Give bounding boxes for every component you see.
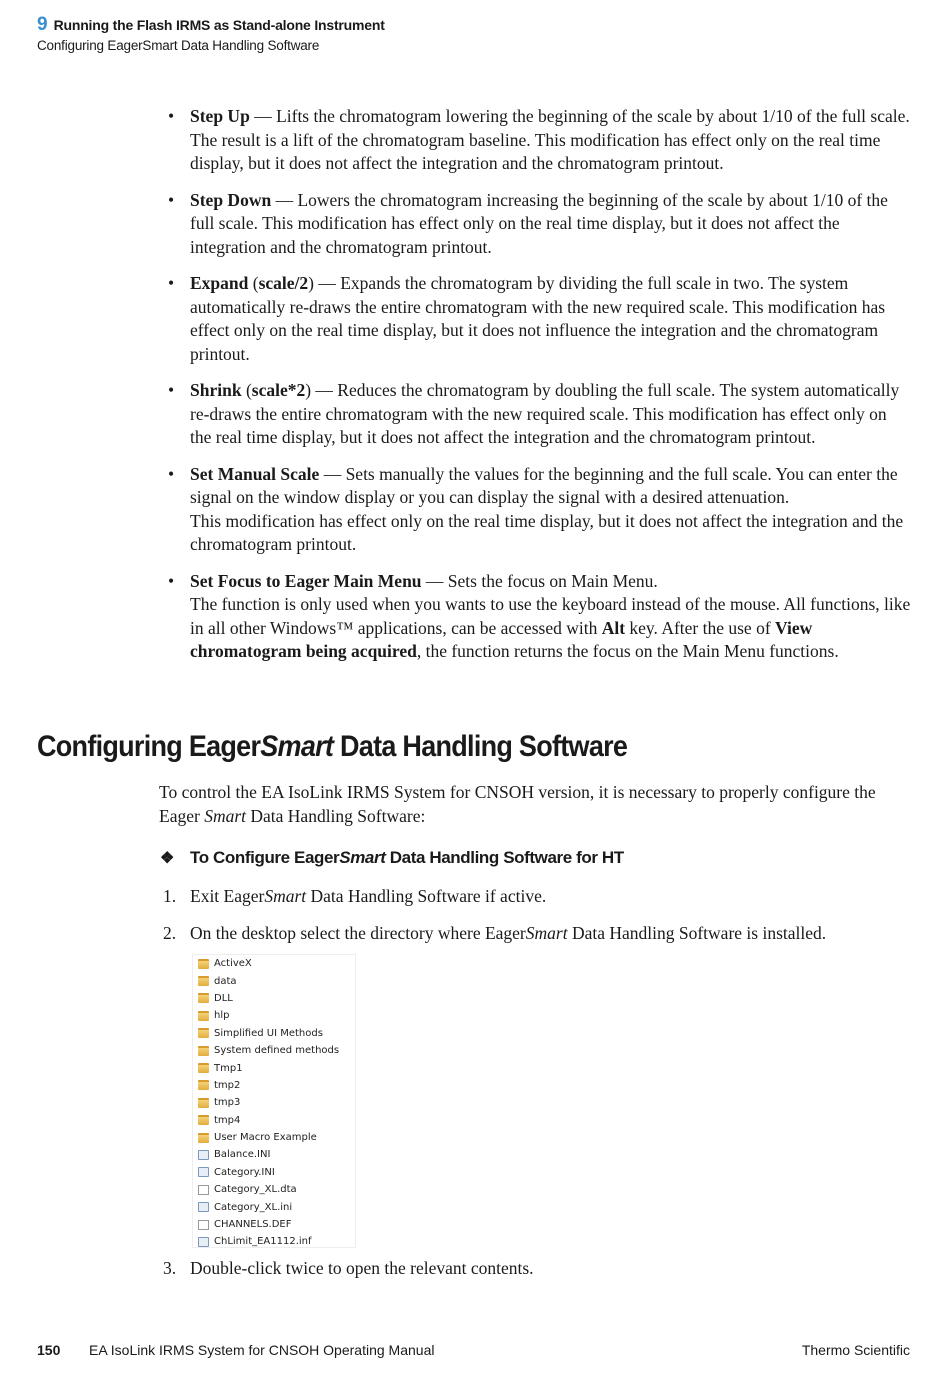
step-2 [163, 922, 826, 945]
explorer-item-label: ActiveX [214, 958, 252, 970]
folder-icon [198, 1046, 209, 1056]
manual-title: EA IsoLink IRMS System for CNSOH Operating Manual [89, 1342, 435, 1358]
explorer-item[interactable] [193, 1198, 355, 1215]
bullet-text-continued: The function is only used when you wants to use the keyboard instead of the mouse. All functions, like in all other Windows™ applications, can be accessed with [190, 594, 911, 638]
explorer-item-label: DLL [214, 992, 233, 1004]
bullet-set-focus [166, 570, 911, 664]
procedure-title-text: To Configure Eager [190, 848, 340, 867]
step-number: 3. [163, 1258, 177, 1278]
explorer-item[interactable] [193, 1233, 355, 1248]
explorer-item[interactable] [193, 990, 355, 1007]
intro-paragraph [159, 781, 914, 828]
procedure-title [160, 848, 624, 868]
bullet-dot-icon: • [168, 273, 175, 293]
menu-command-list [166, 105, 911, 677]
folder-icon [198, 1011, 209, 1021]
intro-text: To control the EA IsoLink IRMS System for CNSOH version, it is necessary to properly configure the Eager [159, 782, 876, 826]
bullet-term-detail: scale*2 [251, 380, 306, 400]
bullet-step-up [166, 105, 911, 176]
bullet-dot-icon: • [168, 463, 175, 484]
intro-text: Data Handling Software: [246, 805, 426, 826]
ini-icon [198, 1167, 209, 1177]
step-text: Data Handling Software is installed. [567, 923, 827, 943]
explorer-item[interactable] [193, 972, 355, 989]
step-text: Double-click twice to open the relevant contents. [190, 1258, 534, 1278]
explorer-item-label: Category_XL.dta [214, 1184, 297, 1196]
file-explorer-screenshot [192, 954, 356, 1248]
diamond-bullet-icon: ❖ [160, 850, 174, 867]
section-title-italic: Smart [260, 730, 334, 763]
step-italic: Smart [525, 923, 568, 943]
section-subtitle: Configuring EagerSmart Data Handling Software [37, 38, 320, 53]
bullet-term: Set Focus to Eager Main Menu [190, 570, 422, 591]
explorer-item[interactable] [193, 1181, 355, 1198]
keyboard-key: Alt [601, 617, 626, 638]
page-number: 150 [37, 1342, 61, 1358]
bullet-text: ) — Expands the chromatogram by dividing the full scale in two. The system automatically re-draws the entire chromatogram with the new required scale. This modification has effect only on the real time display, but it does not influence the integration and the chromatogram printout. [190, 273, 886, 364]
bullet-text: — Lowers the chromatogram increasing the beginning of the scale by about 1/10 of the full scale. This modification has effect only on the real time display, but it does not affect the integration and the chromatogram printout. [190, 189, 888, 257]
step-text: On the desktop select the directory where Eager [190, 923, 526, 943]
brand-name: Thermo Scientific [801, 1342, 910, 1358]
explorer-item[interactable] [193, 1164, 355, 1181]
bullet-text: — Lifts the chromatogram lowering the beginning of the scale by about 1/10 of the full scale. The result is a lift of the chromatogram baseline. This modification has effect only on the real time display, but it does not affect the integration and the chromatogram printout. [190, 106, 910, 173]
bullet-dot-icon: • [168, 380, 175, 400]
step-text: Exit Eager [190, 886, 265, 906]
bullet-shrink [166, 379, 911, 450]
bullet-text: — Sets the focus on Main Menu. [421, 570, 658, 591]
explorer-item-label: User Macro Example [214, 1132, 317, 1144]
folder-icon [198, 1028, 209, 1038]
procedure-title-text: Data Handling Software for HT [385, 848, 624, 867]
bullet-text-continued: This modification has effect only on the real time display, but it does not affect the integration and the chromatogram printout. [190, 510, 904, 554]
explorer-item-label: ChLimit_EA1112.inf [214, 1236, 312, 1248]
folder-icon [198, 1133, 209, 1143]
bullet-expand [166, 272, 911, 366]
ini-icon [198, 1202, 209, 1212]
explorer-item[interactable] [193, 1112, 355, 1129]
bullet-text-continued: , the function returns the focus on the Main Menu functions. [416, 641, 839, 661]
section-title [37, 730, 627, 764]
command-name: View chromatogram being acquired [190, 617, 813, 661]
bullet-text: ) — Reduces the chromatogram by doubling the full scale. The system automatically re-draws the entire chromatogram with the new required scale. This modification has effect only on the real time display, but it does not affect the integration and the chromatogram printout. [190, 380, 900, 447]
file-icon [198, 1220, 209, 1230]
bullet-term-detail: scale/2 [258, 273, 309, 293]
explorer-item-label: System defined methods [214, 1045, 340, 1057]
explorer-item[interactable] [193, 955, 355, 972]
section-title-text: Data Handling Software [333, 730, 628, 763]
chapter-header [37, 14, 385, 36]
intro-italic: Smart [204, 805, 246, 826]
explorer-item[interactable] [193, 1059, 355, 1076]
folder-icon [198, 1098, 209, 1108]
bullet-step-down [166, 189, 911, 260]
bullet-paren: ( [248, 273, 259, 293]
bullet-term: Shrink [190, 380, 242, 400]
bullet-dot-icon: • [168, 570, 175, 591]
chapter-number: 9 [37, 14, 48, 35]
bullet-term: Step Up [190, 106, 250, 126]
chapter-title: Running the Flash IRMS as Stand-alone Instrument [53, 17, 385, 33]
explorer-item[interactable] [193, 1216, 355, 1233]
bullet-text-continued: key. After the use of [625, 617, 776, 638]
step-3 [163, 1257, 534, 1280]
folder-icon [198, 1115, 209, 1125]
explorer-item[interactable] [193, 1129, 355, 1146]
explorer-item-label: data [214, 975, 237, 987]
explorer-item-label: hlp [214, 1010, 230, 1022]
bullet-set-manual-scale [166, 463, 911, 557]
step-italic: Smart [264, 886, 307, 906]
explorer-item-label: CHANNELS.DEF [214, 1219, 292, 1231]
folder-icon [198, 1063, 209, 1073]
page-header [37, 14, 385, 53]
explorer-item-label: tmp2 [214, 1079, 241, 1091]
bullet-dot-icon: • [168, 189, 175, 210]
step-1 [163, 885, 546, 908]
step-number: 2. [163, 923, 177, 943]
step-text: Data Handling Software if active. [306, 886, 547, 906]
explorer-item-label: Category_XL.ini [214, 1201, 293, 1213]
bullet-term: Set Manual Scale [190, 463, 320, 484]
explorer-item-label: Category.INI [214, 1166, 275, 1178]
explorer-item[interactable] [193, 1007, 355, 1024]
explorer-item-label: Simplified UI Methods [214, 1027, 323, 1039]
procedure-title-italic: Smart [339, 848, 386, 867]
explorer-item-label: Tmp1 [214, 1062, 243, 1074]
explorer-item[interactable] [193, 1094, 355, 1111]
bullet-term: Expand [190, 273, 249, 293]
step-number: 1. [163, 886, 177, 906]
bullet-dot-icon: • [168, 106, 175, 126]
section-title-text: Configuring Eager [37, 730, 261, 763]
explorer-item-label: Balance.INI [214, 1149, 271, 1161]
folder-icon [198, 993, 209, 1003]
bullet-paren: ( [241, 380, 252, 400]
bullet-term: Step Down [190, 189, 272, 210]
explorer-item[interactable] [193, 1042, 355, 1059]
explorer-item-label: tmp3 [214, 1097, 241, 1109]
folder-icon [198, 976, 209, 986]
ini-icon [198, 1150, 209, 1160]
bullet-text: — Sets manually the values for the beginning and the full scale. You can enter the signal on the window display or you can display the signal with a desired attenuation. [190, 463, 898, 507]
explorer-item[interactable] [193, 1025, 355, 1042]
explorer-item-label: tmp4 [214, 1114, 241, 1126]
folder-icon [198, 1080, 209, 1090]
ini-icon [198, 1237, 209, 1247]
file-icon [198, 1185, 209, 1195]
explorer-item[interactable] [193, 1077, 355, 1094]
folder-icon [198, 959, 209, 969]
explorer-item[interactable] [193, 1146, 355, 1163]
